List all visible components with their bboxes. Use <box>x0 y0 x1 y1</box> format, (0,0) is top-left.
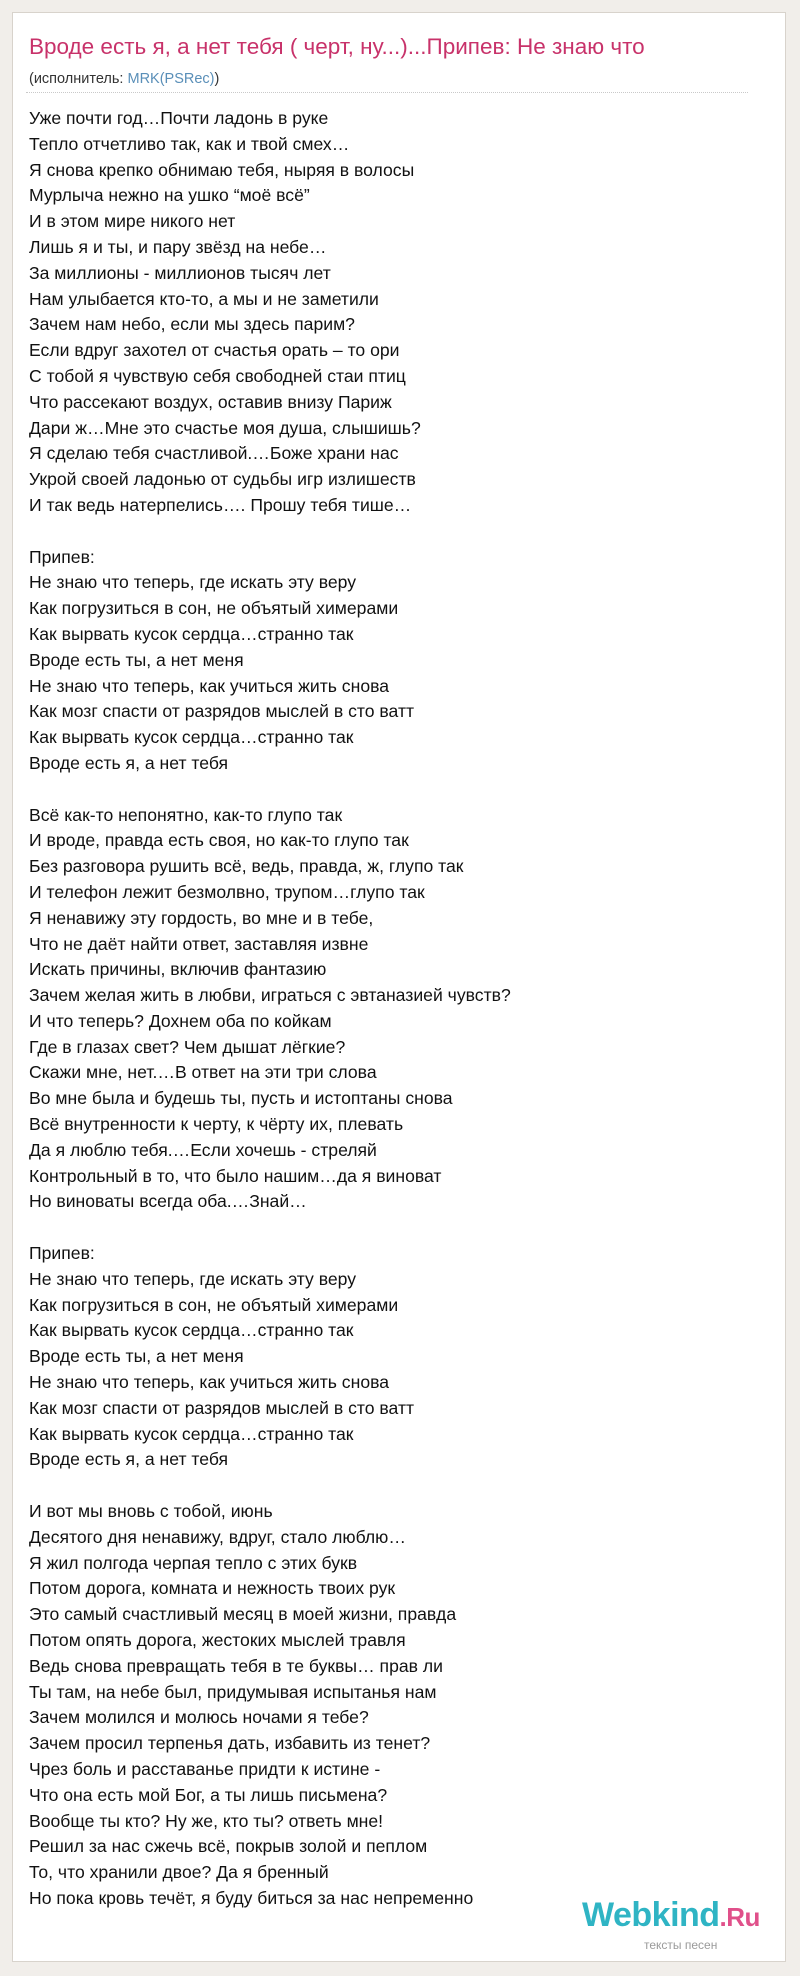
artist-link[interactable]: MRK(PSRec) <box>127 71 215 87</box>
lyric-line: Потом дорога, комната и нежность твоих рук <box>29 1578 396 1599</box>
lyric-line: Как вырвать кусок сердца…странно так <box>29 727 354 748</box>
lyric-line: Контрольный в то, что было нашим…да я виноват <box>29 1165 442 1186</box>
lyric-line: Не знаю что теперь, где искать эту веру <box>29 572 357 593</box>
artist-suffix: ) <box>214 71 220 87</box>
lyric-line: Припев: <box>29 1243 95 1264</box>
lyric-line: Да я люблю тебя.…Если хочешь - стреляй <box>29 1139 377 1160</box>
logo-tld: .Ru <box>719 1902 760 1932</box>
lyric-line: И телефон лежит безмолвно, трупом…глупо так <box>29 881 425 902</box>
lyric-line: Я сделаю тебя счастливой.…Боже храни нас <box>29 443 399 464</box>
lyric-line: За миллионы - миллионов тысяч лет <box>29 262 331 283</box>
song-title: Вроде есть я, а нет тебя ( черт, ну...)...Припев: Не знаю что <box>29 34 645 59</box>
lyric-line: Вроде есть я, а нет тебя <box>29 1449 229 1470</box>
lyric-line: Ведь снова превращать тебя в те буквы… прав ли <box>29 1655 443 1676</box>
lyric-line: Как вырвать кусок сердца…странно так <box>29 1423 354 1444</box>
logo-tagline: тексты песен <box>644 1938 718 1952</box>
lyric-line: И вроде, правда есть своя, но как-то глупо так <box>29 830 409 851</box>
lyric-line: Я снова крепко обнимаю тебя, ныряя в волосы <box>29 159 415 180</box>
lyric-line: С тобой я чувствую себя свободней стаи птиц <box>29 365 406 386</box>
lyric-line: Это самый счастливый месяц в моей жизни, правда <box>29 1604 457 1625</box>
lyric-line: Нам улыбается кто-то, а мы и не заметили <box>29 288 379 309</box>
lyrics-stanza <box>29 1241 759 1473</box>
lyric-line: Как мозг спасти от разрядов мыслей в сто ватт <box>29 701 415 722</box>
lyric-line: Лишь я и ты, и пару звёзд на небе… <box>29 236 327 257</box>
lyric-line: Не знаю что теперь, как учиться жить снова <box>29 1372 390 1393</box>
lyric-line: Что она есть мой Бог, а ты лишь письмена? <box>29 1784 388 1805</box>
lyric-line: Как вырвать кусок сердца…странно так <box>29 1320 354 1341</box>
lyric-line: Но пока кровь течёт, я буду биться за нас непременно <box>29 1887 474 1908</box>
lyric-line: Вообще ты кто? Ну же, кто ты? ответь мне! <box>29 1810 384 1831</box>
lyric-line: Я жил полгода черпая тепло с этих букв <box>29 1552 358 1573</box>
lyric-line: Как вырвать кусок сердца…странно так <box>29 623 354 644</box>
lyric-line: Дари ж…Мне это счастье моя душа, слышишь? <box>29 417 421 438</box>
lyric-line: И так ведь натерпелись…. Прошу тебя тише… <box>29 494 412 515</box>
lyric-line: Уже почти год…Почти ладонь в руке <box>29 108 329 128</box>
lyric-line: Без разговора рушить всё, ведь, правда, ж, глупо так <box>29 856 464 877</box>
lyric-line: Потом опять дорога, жестоких мыслей травля <box>29 1630 406 1651</box>
lyric-line: Как мозг спасти от разрядов мыслей в сто ватт <box>29 1397 415 1418</box>
lyric-line: Где в глазах свет? Чем дышат лёгкие? <box>29 1036 346 1057</box>
artist-prefix: (исполнитель: <box>29 71 128 87</box>
lyric-line: Но виноваты всегда оба.…Знай… <box>29 1191 307 1212</box>
lyric-line: Вроде есть ты, а нет меня <box>29 1346 244 1367</box>
webkind-logo[interactable] <box>570 1896 768 1956</box>
lyric-line: Всё как-то непонятно, как-то глупо так <box>29 804 343 825</box>
lyric-line: Зачем желая жить в любви, играться с эвтаназией чувств? <box>29 985 511 1006</box>
lyric-line: Чрез боль и расставанье придти к истине - <box>29 1759 381 1779</box>
lyrics-stanza <box>29 545 759 777</box>
lyric-line: Зачем просил терпенья дать, избавить из тенет? <box>29 1733 431 1754</box>
lyric-line: И в этом мире никого нет <box>29 211 236 232</box>
lyric-line: Вроде есть я, а нет тебя <box>29 752 229 773</box>
lyric-line: Я ненавижу эту гордость, во мне и в тебе, <box>29 907 374 928</box>
lyric-line: Зачем молился и молюсь ночами я тебе? <box>29 1707 369 1728</box>
lyric-line: Ты там, на небе был, придумывая испытанья нам <box>29 1681 437 1702</box>
lyrics-stanza <box>29 803 759 1216</box>
logo-wordmark <box>582 1896 760 1935</box>
lyric-line: То, что хранили двое? Да я бренный <box>29 1862 329 1883</box>
lyrics-stanza <box>29 106 759 519</box>
lyric-line: Скажи мне, нет.…В ответ на эти три слова <box>29 1062 377 1083</box>
lyric-line: Решил за нас сжечь всё, покрыв золой и пеплом <box>29 1836 428 1857</box>
logo-name: Webkind <box>582 1896 720 1934</box>
lyrics-stanza <box>29 1499 759 1912</box>
lyric-line: Укрой своей ладонью от судьбы игр излишеств <box>29 469 416 490</box>
artist-line <box>29 71 219 87</box>
lyric-line: Припев: <box>29 546 95 567</box>
lyric-line: Зачем нам небо, если мы здесь парим? <box>29 314 355 335</box>
lyric-line: Как погрузиться в сон, не объятый химерами <box>29 1294 399 1315</box>
lyrics-body <box>29 106 759 1938</box>
lyric-line: Десятого дня ненавижу, вдруг, стало люблю… <box>29 1526 406 1547</box>
lyric-line: Что рассекают воздух, оставив внизу Париж <box>29 391 392 412</box>
lyric-line: Тепло отчетливо так, как и твой смех… <box>29 133 350 154</box>
lyric-line: Мурлыча нежно на ушко “моё всё” <box>29 185 310 206</box>
lyric-line: Что не даёт найти ответ, заставляя извне <box>29 933 369 954</box>
lyric-line: Всё внутренности к черту, к чёрту их, плевать <box>29 1114 404 1135</box>
lyric-line: Как погрузиться в сон, не объятый химерами <box>29 598 399 619</box>
title-divider <box>26 92 748 93</box>
lyric-line: Искать причины, включив фантазию <box>29 959 327 980</box>
lyric-line: И вот мы вновь с тобой, июнь <box>29 1501 273 1522</box>
lyric-line: Если вдруг захотел от счастья орать – то ори <box>29 340 400 361</box>
lyric-line: Вроде есть ты, а нет меня <box>29 649 244 670</box>
lyric-line: Не знаю что теперь, где искать эту веру <box>29 1268 357 1289</box>
lyric-line: И что теперь? Дохнем оба по койкам <box>29 1010 332 1031</box>
lyric-line: Не знаю что теперь, как учиться жить снова <box>29 675 390 696</box>
lyric-line: Во мне была и будешь ты, пусть и истоптаны снова <box>29 1088 453 1109</box>
